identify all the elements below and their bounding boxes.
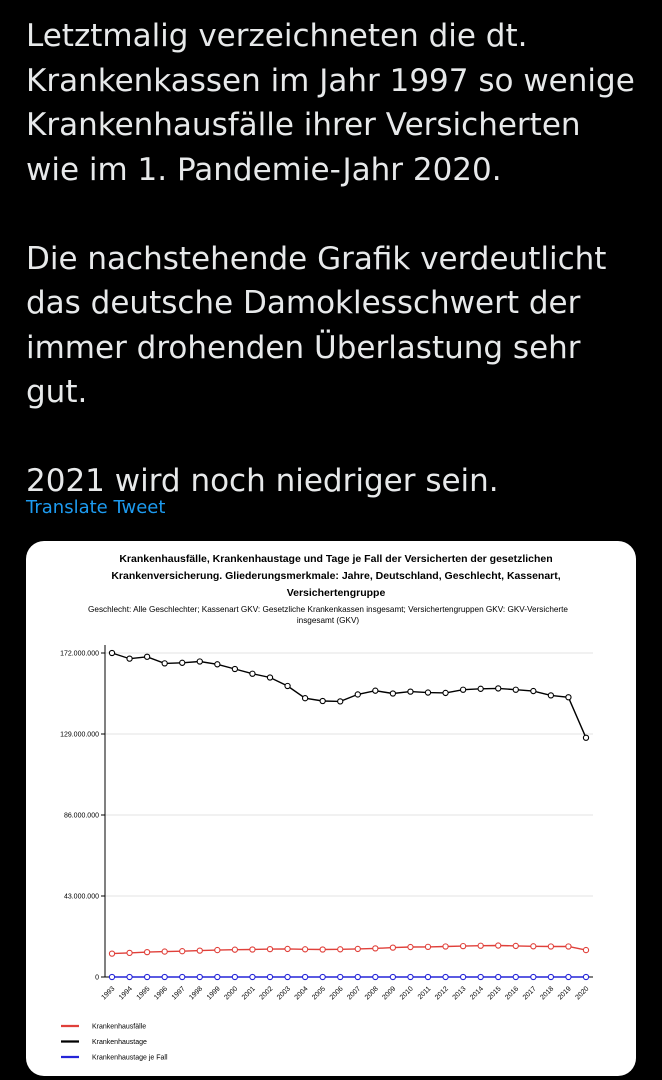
data-point xyxy=(180,949,185,954)
tweet-line: immer drohenden Überlastung sehr xyxy=(26,329,581,366)
y-tick-label: 129.000.000 xyxy=(60,731,99,739)
data-point xyxy=(145,950,150,955)
data-point xyxy=(461,687,466,692)
data-point xyxy=(303,947,308,952)
x-tick-label: 2007 xyxy=(346,985,363,1002)
legend-label: Krankenhausfälle xyxy=(92,1023,147,1031)
data-point xyxy=(355,946,360,951)
data-point xyxy=(250,671,255,676)
data-point xyxy=(513,943,518,948)
data-point xyxy=(355,974,360,979)
x-tick-label: 2018 xyxy=(539,985,556,1002)
data-point xyxy=(548,974,553,979)
x-tick-label: 2012 xyxy=(434,985,450,1002)
x-tick-label: 2020 xyxy=(574,985,591,1002)
tweet-line: Letztmalig verzeichneten die dt. xyxy=(26,18,528,54)
data-point xyxy=(478,686,483,691)
data-point xyxy=(127,950,132,955)
data-point xyxy=(461,944,466,949)
x-tick-label: 2004 xyxy=(293,985,310,1002)
data-point xyxy=(320,947,325,952)
data-point xyxy=(566,695,571,700)
data-point xyxy=(338,699,343,704)
data-point xyxy=(531,974,536,979)
x-tick-label: 1995 xyxy=(135,985,152,1002)
tweet-line: gut. xyxy=(26,374,88,410)
data-point xyxy=(513,687,518,692)
data-point xyxy=(443,690,448,695)
x-tick-label: 1994 xyxy=(118,985,134,1002)
data-point xyxy=(443,974,448,979)
y-tick-label: 0 xyxy=(95,974,99,982)
data-point xyxy=(145,654,150,659)
x-tick-label: 2003 xyxy=(276,985,292,1002)
data-point xyxy=(425,690,430,695)
data-point xyxy=(232,974,237,979)
data-point xyxy=(285,946,290,951)
data-point xyxy=(162,661,167,666)
data-point xyxy=(566,974,571,979)
x-tick-label: 1999 xyxy=(205,985,222,1002)
x-tick-label: 2011 xyxy=(416,985,433,1002)
data-point xyxy=(548,944,553,949)
data-point xyxy=(303,696,308,701)
data-point xyxy=(566,944,571,949)
x-tick-label: 2008 xyxy=(363,985,380,1002)
data-point xyxy=(232,947,237,952)
data-point xyxy=(303,974,308,979)
data-point xyxy=(127,656,132,661)
x-tick-label: 2010 xyxy=(398,985,415,1002)
data-point xyxy=(513,974,518,979)
data-point xyxy=(390,974,395,979)
x-tick-label: 2000 xyxy=(223,985,240,1002)
data-point xyxy=(162,949,167,954)
data-point xyxy=(162,974,167,979)
chart-subtitle-line: insgesamt (GKV) xyxy=(296,616,360,625)
data-point xyxy=(408,974,413,979)
x-tick-label: 2015 xyxy=(486,985,503,1002)
data-point xyxy=(548,693,553,698)
data-point xyxy=(250,947,255,952)
data-point xyxy=(180,660,185,665)
data-point xyxy=(390,945,395,950)
data-point xyxy=(109,974,114,979)
tweet-line: 2021 wird noch niedriger sein. xyxy=(26,463,499,499)
data-point xyxy=(496,686,501,691)
data-point xyxy=(267,675,272,680)
data-point xyxy=(180,974,185,979)
tweet-line: Die nachstehende Grafik verdeutlicht xyxy=(26,240,607,277)
data-point xyxy=(145,974,150,979)
x-tick-label: 1993 xyxy=(100,985,117,1002)
data-point xyxy=(285,683,290,688)
data-point xyxy=(197,659,202,664)
x-tick-label: 2006 xyxy=(328,985,345,1002)
data-point xyxy=(232,666,237,671)
data-point xyxy=(443,944,448,949)
data-point xyxy=(496,943,501,948)
data-point xyxy=(373,946,378,951)
data-point xyxy=(478,974,483,979)
legend-label: Krankenhaustage xyxy=(92,1039,147,1046)
tweet-line: wie im 1. Pandemie-Jahr 2020. xyxy=(26,151,502,188)
data-point xyxy=(267,947,272,952)
data-point xyxy=(285,974,290,979)
y-tick-label: 43.000.000 xyxy=(63,893,99,901)
chart-title-line: Krankenversicherung. Gliederungsmerkmale: Jahre, Deutschland, Geschlecht, Kassenart, xyxy=(111,570,561,582)
data-point xyxy=(127,974,132,979)
data-point xyxy=(496,974,501,979)
data-point xyxy=(373,688,378,693)
data-point xyxy=(250,974,255,979)
data-point xyxy=(320,698,325,703)
x-tick-label: 2001 xyxy=(240,985,257,1002)
x-tick-label: 2013 xyxy=(451,985,468,1002)
legend-label: Krankenhaustage je Fall xyxy=(92,1054,168,1062)
tweet-line: das deutsche Damoklesschwert der xyxy=(26,285,581,321)
data-point xyxy=(425,974,430,979)
x-tick-label: 1998 xyxy=(188,985,205,1002)
data-point xyxy=(197,974,202,979)
x-tick-label: 2002 xyxy=(258,985,275,1002)
data-point xyxy=(425,944,430,949)
tweet-line: Krankenhausfälle ihrer Versicherten xyxy=(26,107,581,143)
data-point xyxy=(478,943,483,948)
data-point xyxy=(109,650,114,655)
tweet-text xyxy=(26,14,646,504)
x-tick-label: 1997 xyxy=(170,985,187,1002)
data-point xyxy=(461,974,466,979)
y-tick-label: 172.000.000 xyxy=(60,650,99,658)
data-point xyxy=(215,974,220,979)
data-point xyxy=(531,688,536,693)
tweet-paragraph xyxy=(26,237,646,415)
data-point xyxy=(373,974,378,979)
x-tick-label: 2005 xyxy=(311,985,328,1002)
y-tick-label: 86.000.000 xyxy=(63,812,99,820)
chart xyxy=(26,541,636,1076)
x-tick-label: 2014 xyxy=(469,985,486,1002)
data-point xyxy=(390,691,395,696)
translate-tweet-link[interactable]: Translate Tweet xyxy=(26,497,166,518)
data-point xyxy=(267,974,272,979)
data-point xyxy=(109,951,114,956)
data-point xyxy=(531,944,536,949)
x-tick-label: 2017 xyxy=(521,985,538,1002)
chart-title-line: Versichertengruppe xyxy=(286,587,386,599)
x-tick-label: 2019 xyxy=(556,985,573,1002)
x-tick-label: 2016 xyxy=(504,985,521,1002)
data-point xyxy=(197,948,202,953)
x-tick-label: 2009 xyxy=(381,985,398,1002)
data-point xyxy=(215,947,220,952)
data-point xyxy=(338,947,343,952)
data-point xyxy=(583,947,588,952)
data-point xyxy=(338,974,343,979)
chart-image-card[interactable] xyxy=(26,541,636,1076)
data-point xyxy=(355,692,360,697)
data-point xyxy=(583,974,588,979)
chart-title-line: Krankenhausfälle, Krankenhaustage und Tage je Fall der Versicherten der gesetzlichen xyxy=(119,553,553,565)
data-point xyxy=(408,944,413,949)
data-point xyxy=(583,735,588,740)
tweet-paragraph xyxy=(26,14,646,192)
tweet-line: Krankenkassen im Jahr 1997 so wenige xyxy=(26,62,635,99)
x-tick-label: 1996 xyxy=(153,985,170,1002)
chart-subtitle-line: Geschlecht: Alle Geschlechter; Kassenart GKV: Gesetzliche Krankenkassen insgesamt; Versichertengruppen GKV: GKV-Versicherte xyxy=(88,605,568,614)
data-point xyxy=(408,689,413,694)
data-point xyxy=(320,974,325,979)
data-point xyxy=(215,662,220,667)
